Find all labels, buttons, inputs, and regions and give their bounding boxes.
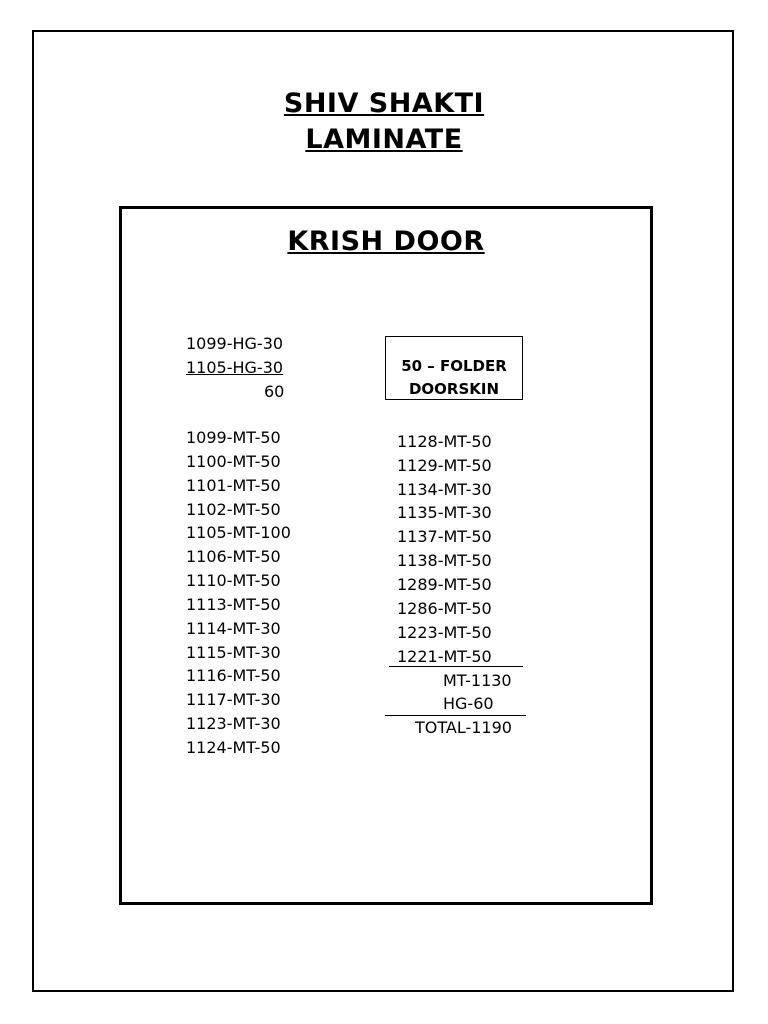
mt-left-item: 1102-MT-50 <box>186 500 281 519</box>
mt-right-item: 1129-MT-50 <box>397 456 492 475</box>
mt-right-item: 1223-MT-50 <box>397 623 492 642</box>
mt-right-item: 1221-MT-50 <box>397 647 492 666</box>
mt-right-item: 1289-MT-50 <box>397 575 492 594</box>
subtotal-rule <box>389 666 523 667</box>
mt-left-item: 1105-MT-100 <box>186 523 291 542</box>
mt-right-item: 1134-MT-30 <box>397 480 492 499</box>
mt-left-item: 1106-MT-50 <box>186 547 281 566</box>
mt-left-item: 1101-MT-50 <box>186 476 281 495</box>
total-rule <box>385 715 526 716</box>
folder-doorskin-note <box>385 336 523 400</box>
hg-item: 1099-HG-30 <box>186 334 284 353</box>
mt-right-item: 1286-MT-50 <box>397 599 492 618</box>
mt-left-item: 1110-MT-50 <box>186 571 281 590</box>
mt-left-item: 1116-MT-50 <box>186 666 281 685</box>
section-title: KRISH DOOR <box>287 226 485 257</box>
hg-subtotal: 60 <box>264 382 285 401</box>
mt-left-item: 1099-MT-50 <box>186 428 281 447</box>
hg-total: HG-60 <box>443 694 494 713</box>
mt-right-item: 1128-MT-50 <box>397 432 492 451</box>
mt-right-item: 1137-MT-50 <box>397 527 492 546</box>
grand-total: TOTAL-1190 <box>415 718 512 737</box>
mt-left-item: 1117-MT-30 <box>186 690 281 709</box>
mt-total: MT-1130 <box>443 671 512 690</box>
company-title-line2: LAMINATE <box>305 124 463 155</box>
mt-right-item: 1138-MT-50 <box>397 551 492 570</box>
mt-left-item: 1100-MT-50 <box>186 452 281 471</box>
mt-left-item: 1124-MT-50 <box>186 738 281 757</box>
mt-right-item: 1135-MT-30 <box>397 503 492 522</box>
company-title-line1: SHIV SHAKTI <box>283 88 485 119</box>
mt-left-item: 1123-MT-30 <box>186 714 281 733</box>
company-title <box>0 86 768 158</box>
folder-note-line2: DOORSKIN <box>408 380 500 398</box>
hg-item: 1105-HG-30 <box>186 358 284 377</box>
folder-note-line1: 50 – FOLDER <box>401 357 507 375</box>
mt-left-item: 1113-MT-50 <box>186 595 281 614</box>
mt-left-item: 1115-MT-30 <box>186 643 281 662</box>
mt-left-item: 1114-MT-30 <box>186 619 281 638</box>
